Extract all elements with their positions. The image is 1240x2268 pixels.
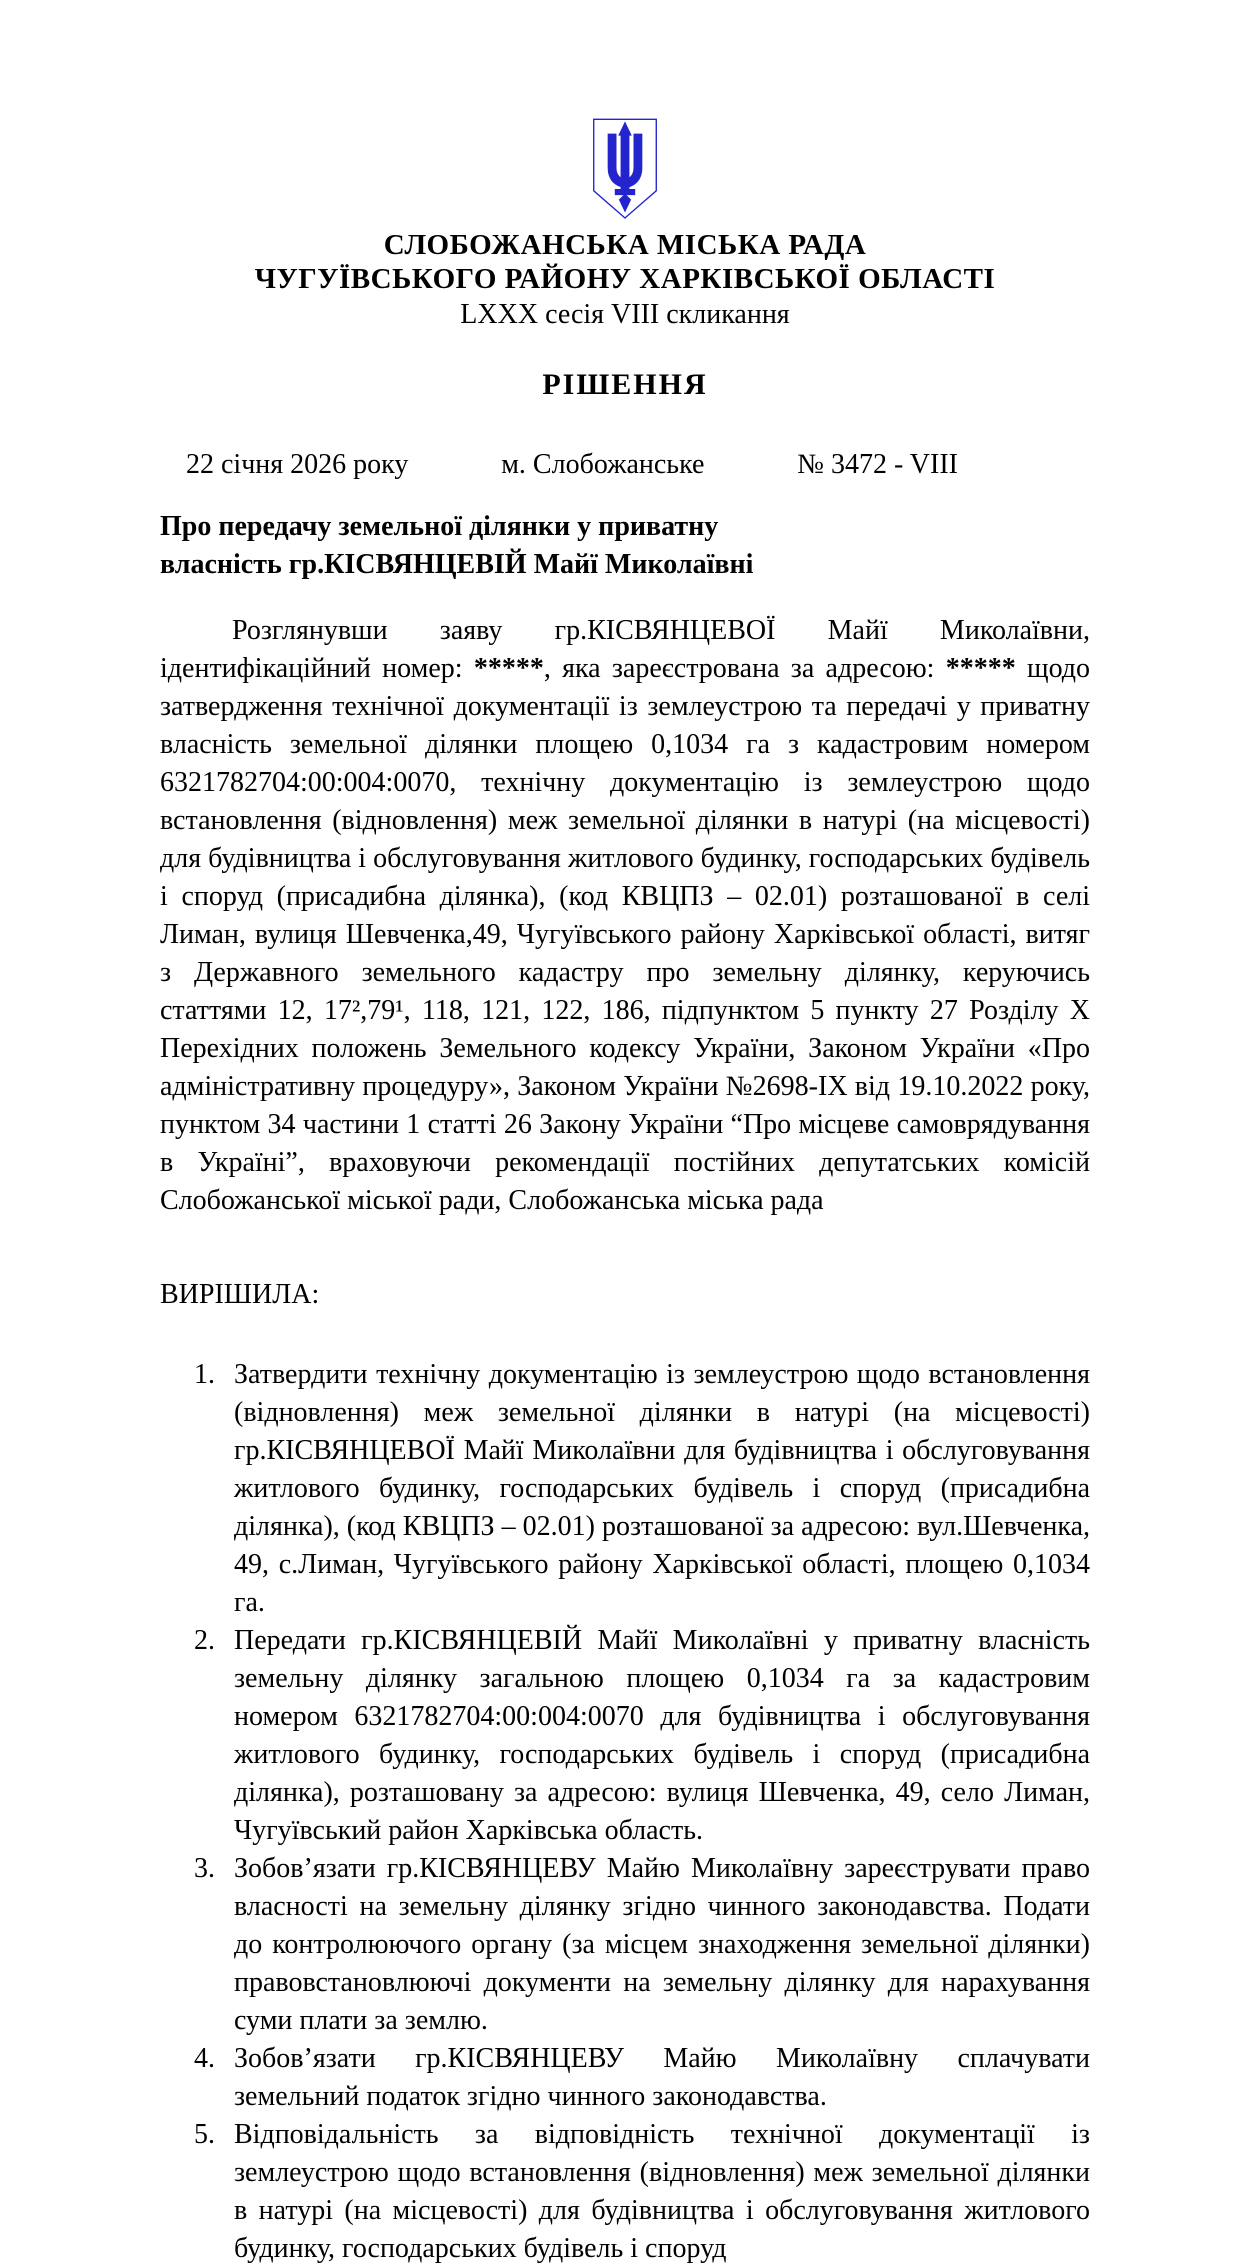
resolution-item xyxy=(160,1356,1090,1622)
item-text: Відповідальність за відповідність технічної документації із землеустрою щодо встановлення (відновлення) меж земельної ділянки в натурі (на місцевості) для будівництва і обслуговування житлового будинку, господарських будівель і споруд xyxy=(234,2119,1090,2264)
item-number: 5. xyxy=(194,2119,215,2150)
preamble-paragraph xyxy=(160,612,1090,1220)
session-line: LXXX сесія VIII скликання xyxy=(460,299,790,330)
document-number: № 3472 - VIII xyxy=(797,449,958,480)
document-place: м. Слобожанське xyxy=(501,449,705,480)
item-number: 2. xyxy=(194,1625,215,1656)
item-text: Зобов’язати гр.КІСВЯНЦЕВУ Майю Миколаївну зареєструвати право власності на земельну ділянку згідно чинного законодавства. Подати до контролюючого органу (за місцем знаходження земельної ділянки) правовстановлюючі документи на земельну ділянку для нарахування суми плати за землю. xyxy=(234,1853,1090,2036)
org-name-line1: СЛОБОЖАНСЬКА МІСЬКА РАДА xyxy=(383,229,867,261)
document-subject xyxy=(160,508,1090,584)
item-number: 3. xyxy=(194,1853,215,1884)
trident-bottom-point xyxy=(619,193,631,212)
item-number: 4. xyxy=(194,2043,215,2074)
trident-icon xyxy=(591,116,659,222)
item-text: Затвердити технічну документацію із землеустрою щодо встановлення (відновлення) меж земельної ділянки в натурі (на місцевості) гр.КІСВЯНЦЕВОЇ Майї Миколаївни для будівництва і обслуговування житлового будинку, господарських будівель і споруд (присадибна ділянка), (код КВЦПЗ – 02.01) розташованої за адресою: вул.Шевченка, 49, с.Лиман, Чугуївського району Харківської області, площею 0,1034 га. xyxy=(234,1359,1090,1618)
coat-of-arms-emblem xyxy=(591,116,659,222)
resolution-item xyxy=(160,1850,1090,2040)
redacted-asterisks: ***** xyxy=(473,653,544,684)
document-date: 22 січня 2026 року xyxy=(186,449,409,480)
resolution-items xyxy=(160,1356,1090,2268)
preamble-text: Розглянувши заяву гр.КІСВЯНЦЕВОЇ Майї Миколаївни, ідентифікаційний номер: xyxy=(160,615,1090,684)
document-type-title: РІШЕННЯ xyxy=(542,368,708,401)
resolved-label: ВИРІШИЛА: xyxy=(160,1279,320,1310)
org-name-line2: ЧУГУЇВСЬКОГО РАЙОНУ ХАРКІВСЬКОЇ ОБЛАСТІ xyxy=(254,263,996,295)
item-text: Зобов’язати гр.КІСВЯНЦЕВУ Майю Миколаївну сплачувати земельний податок згідно чинного законодавства. xyxy=(234,2043,1090,2112)
document-header xyxy=(160,116,1090,402)
item-number: 1. xyxy=(194,1359,215,1390)
preamble-text: щодо затвердження технічної документації із землеустрою та передачі у приватну власність земельної ділянки площею 0,1034 га з кадастровим номером 6321782704:00:004:0070, технічну документацію із землеустрою щодо встановлення (відновлення) меж земельної ділянки в натурі (на місцевості) для будівництва і обслуговування житлового будинку, господарських будівель і споруд (присадибна ділянка), (код КВЦПЗ – 02.01) розташованої в селі Лиман, вулиця Шевченка,49, Чугуївського району Харківської області, витяг з Державного земельного кадастру про земельну ділянку, керуючись статтями 12, 17²,79¹, 118, 121, 122, 186, підпунктом 5 пункту 27 Розділу X Перехідних положень Земельного кодексу України, Законом України «Про адміністративну процедуру», Законом України №2698-IX від 19.10.2022 року, пунктом 34 частини 1 статті 26 Закону України “Про місцеве самоврядування в Україні”, враховуючи рекомендації постійних депутатських комісій Слобожанської міської ради, Слобожанська міська рада xyxy=(160,653,1091,1216)
item-text: Передати гр.КІСВЯНЦЕВІЙ Майї Миколаївні у приватну власність земельну ділянку загальною площею 0,1034 га за кадастровим номером 6321782704:00:004:0070 для будівництва і обслуговування житлового будинку, господарських будівель і споруд (присадибна ділянка), розташовану за адресою: вулиця Шевченка, 49, село Лиман, Чугуївський район Харківська область. xyxy=(234,1625,1090,1846)
subject-line1: Про передачу земельної ділянки у приватну xyxy=(160,511,719,542)
preamble-text: , яка зареєстрована за адресою: xyxy=(543,653,946,684)
resolution-item xyxy=(160,2116,1090,2268)
resolution-item xyxy=(160,1622,1090,1850)
subject-line2: власність гр.КІСВЯНЦЕВІЙ Майї Миколаївні xyxy=(160,549,754,580)
trident-spear-tip xyxy=(618,121,632,135)
resolution-item xyxy=(160,2040,1090,2116)
meta-row xyxy=(160,448,1090,482)
redacted-asterisks: ***** xyxy=(945,653,1016,684)
